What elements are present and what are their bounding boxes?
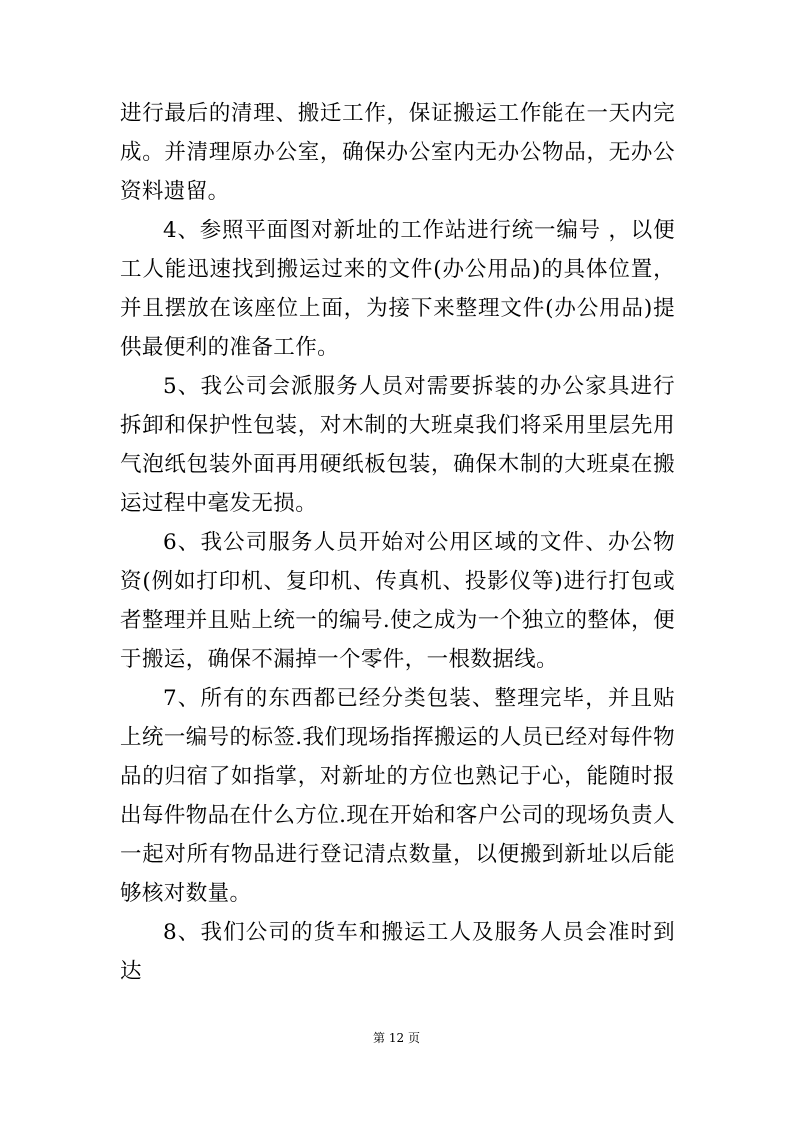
paragraph-continuation: 进行最后的清理、搬迁工作，保证搬运工作能在一天内完成。并清理原办公室，确保办公室内无办公物品，无办公资料遗留。 <box>120 101 675 204</box>
paragraph-item-5: 5、我公司会派服务人员对需要拆装的办公家具进行拆卸和保护性包装，对木制的大班桌我们将采用里层先用气泡纸包装外面再用硬纸板包装，确保木制的大班桌在搬运过程中毫发无损。 <box>120 374 675 516</box>
paragraph-item-4: 4、参照平面图对新址的工作站进行统一编号 ，以便工人能迅速找到搬运过来的文件(办公用品)的具体位置，并且摆放在该座位上面，为接下来整理文件(办公用品)提供最便利的准备工作。 <box>120 218 675 360</box>
paragraph-item-7: 7、所有的东西都已经分类包装、整理完毕，并且贴上统一编号的标签.我们现场指挥搬运的人员已经对每件物品的归宿了如指掌，对新址的方位也熟记于心，能随时报出每件物品在什么方位.现在开始和客户公司的现场负责人一起对所有物品进行登记清点数量，以便搬到新址以后能够核对数量。 <box>120 686 675 906</box>
page-number: 第 12 页 <box>373 1031 420 1045</box>
page-body <box>120 94 675 991</box>
paragraph-item-8: 8、我们公司的货车和搬运工人及服务人员会准时到达 <box>120 920 675 984</box>
paragraph-item-6: 6、我公司服务人员开始对公用区域的文件、办公物资(例如打印机、复印机、传真机、投影仪等)进行打包或者整理并且贴上统一的编号.使之成为一个独立的整体，便于搬运，确保不漏掉一个零件，一根数据线。 <box>120 530 675 672</box>
